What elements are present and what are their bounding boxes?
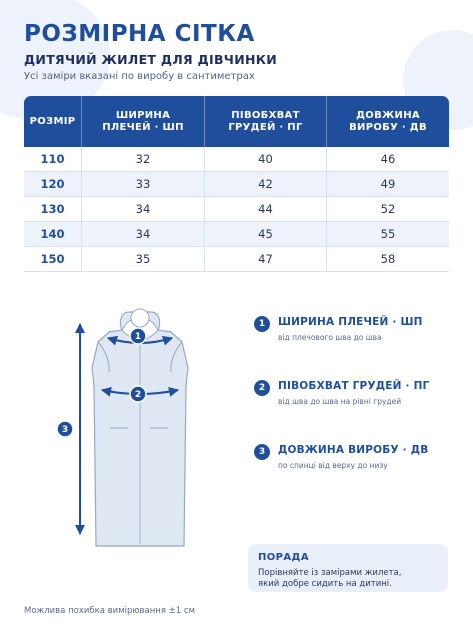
cell-size: 110 bbox=[24, 147, 82, 171]
cell-chest: 44 bbox=[205, 197, 327, 221]
cell-length: 49 bbox=[380, 177, 396, 191]
header-size: РОЗМІР bbox=[24, 96, 82, 147]
table-row bbox=[24, 222, 449, 247]
vest-measurement-diagram bbox=[50, 298, 220, 548]
legend-number: 1 bbox=[254, 316, 270, 332]
svg-text:2: 2 bbox=[134, 390, 142, 400]
cell-chest: 42 bbox=[205, 172, 327, 196]
header-half-chest: ПІВОБХВАТ ГРУДЕЙ · ПГ bbox=[205, 96, 327, 147]
cell-chest: 40 bbox=[205, 147, 327, 171]
page-title: РОЗМІРНА СІТКА bbox=[24, 21, 255, 47]
cell-shoulder: 32 bbox=[82, 147, 205, 171]
cell-length: 52 bbox=[380, 202, 396, 216]
cell-shoulder: 34 bbox=[82, 222, 205, 246]
table-row bbox=[24, 147, 449, 172]
cell-chest: 45 bbox=[205, 222, 327, 246]
svg-text:1: 1 bbox=[134, 332, 142, 342]
page-subtitle: ДИТЯЧИЙ ЖИЛЕТ ДЛЯ ДІВЧИНКИ bbox=[24, 52, 277, 67]
legend-number: 2 bbox=[254, 380, 270, 396]
cell-length: 46 bbox=[380, 152, 396, 166]
legend-title: ПІВОБХВАТ ГРУДЕЙ · ПГ bbox=[278, 380, 430, 392]
vest-outline bbox=[92, 309, 188, 546]
cell-length: 55 bbox=[380, 227, 396, 241]
header-shoulder-width: ШИРИНА ПЛЕЧЕЙ · ШП bbox=[82, 96, 205, 147]
table-header bbox=[24, 96, 449, 147]
legend-description: від шва до шва на рівні грудей bbox=[278, 397, 402, 406]
marker-3 bbox=[57, 421, 73, 437]
legend-title: ШИРИНА ПЛЕЧЕЙ · ШП bbox=[278, 316, 423, 328]
tip-title: ПОРАДА bbox=[258, 552, 309, 563]
legend-number: 3 bbox=[254, 444, 270, 460]
cell-size: 140 bbox=[24, 222, 82, 246]
table-row bbox=[24, 197, 449, 222]
legend-description: від плечового шва до шва bbox=[278, 333, 382, 342]
cell-size: 130 bbox=[24, 197, 82, 221]
cell-shoulder: 35 bbox=[82, 247, 205, 271]
marker-2 bbox=[130, 386, 146, 402]
header-length: ДОВЖИНА ВИРОБУ · ДВ bbox=[349, 109, 427, 133]
marker-1 bbox=[130, 328, 146, 344]
measurement-note: Усі заміри вказані по виробу в сантиметрах bbox=[24, 71, 255, 82]
cell-length: 58 bbox=[380, 252, 396, 266]
cell-shoulder: 33 bbox=[82, 172, 205, 196]
cell-shoulder: 34 bbox=[82, 197, 205, 221]
cell-chest: 47 bbox=[205, 247, 327, 271]
cell-size: 150 bbox=[24, 247, 82, 271]
tip-box bbox=[248, 544, 448, 592]
svg-text:3: 3 bbox=[61, 425, 69, 435]
table-row bbox=[24, 247, 449, 272]
table-row bbox=[24, 172, 449, 197]
size-table bbox=[24, 96, 449, 272]
cell-size: 120 bbox=[24, 172, 82, 196]
tip-text: Порівняйте із замірами жилета, який добре сидить на дитині. bbox=[258, 568, 402, 589]
legend-description: по спинці від верху до низу bbox=[278, 461, 388, 470]
legend-title: ДОВЖИНА ВИРОБУ · ДВ bbox=[278, 444, 429, 456]
footer-note: Можлива похибка вимірювання ±1 см bbox=[24, 606, 195, 616]
